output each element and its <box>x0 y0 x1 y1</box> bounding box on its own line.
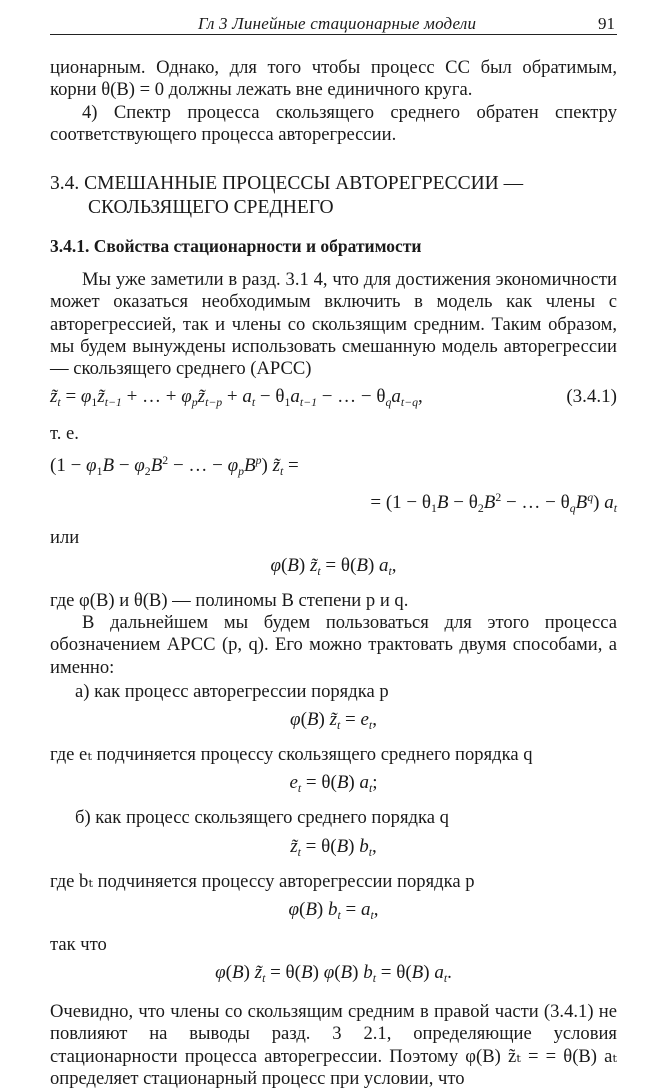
page-number: 91 <box>598 14 615 33</box>
equation-expanded-lhs: ($1 - \varphi_1B - \varphi_2B^2$ − … − $\varphi_pB^p$) $z̃_t$ = <box>50 453 299 478</box>
intro-paragraph-1: ционарным. Однако, для того чтобы процесс СС был обратимым, корни θ(B) = 0 должны лежать вне единичного круга. <box>50 57 617 101</box>
list-item-a: а) как процесс авторегрессии порядка p <box>75 680 389 702</box>
equation-ar-form: φ(B) $z̃_t = e_t$, <box>290 709 377 733</box>
equation-combined: φ(B) $z̃_t = \theta(B)$ φ(B) $b_t = \theta(B)$ $a_t$. <box>215 962 452 986</box>
page-header <box>50 8 617 35</box>
body-paragraph-3: Очевидно, что члены со скользящим средним в правой части (3.4.1) не повлияют на выводы разд. 3 2.1, определяющие условия стационарности процесса авторегрессии. Поэтому φ(B) z̃ₜ = = θ(B) aₜ определяет стационарный процесс при условии, что <box>50 1001 617 1089</box>
list-item-b: б) как процесс скользящего среднего порядка q <box>75 807 449 829</box>
equation-compact: φ(B) $z̃_t = \theta(B)$ $a_t$, <box>270 554 397 578</box>
where-b: где bₜ подчиняется процессу авторегрессии порядка p <box>50 870 475 892</box>
body-paragraph-1: Мы уже заметили в разд. 3.1 4, что для достижения экономичности может оказаться необходимым включить в модель как члены с авторегрессией, так и члены со скользящим средним. Таким образом, мы будем вынуждены использовать смешанную модель авторегрессии — скользящего среднего (АРСС) <box>50 269 617 380</box>
equation-3-4-1-body: $z̃_t$ = $\varphi_1z̃_{t-1}$ + … + $\varphi_pz̃_{t-p} + a_t - \theta_1a_{t-1}$ − … − $\theta_qa_{t-q}$, <box>50 385 423 409</box>
equation-b: φ(B) $b_t = a_t$, <box>288 899 379 923</box>
equation-ma-form: $z̃_t = \theta(B)$ $b_t$, <box>290 835 377 859</box>
body-paragraph-2: В дальнейшем мы будем пользоваться для этого процесса обозначением АРСС (p, q). Его можно трактовать двумя способами, а именно: <box>50 611 617 678</box>
word-ili: или <box>50 526 80 548</box>
equation-3-4-1 <box>50 385 617 415</box>
equation-expanded-rhs: = ($1 - \theta_1B - \theta_2B^2$ − … − $\theta_qB^q$) $a_t$ <box>370 490 617 515</box>
equation-number: (3.4.1) <box>566 385 617 407</box>
word-tak-chto: так что <box>50 934 107 956</box>
running-head: Гл 3 Линейные стационарные модели <box>198 14 477 33</box>
where-polynomials: где φ(B) и θ(B) — полиномы B степени p и q. <box>50 589 409 611</box>
equation-e: $e_t = \theta(B)$ $a_t$; <box>289 772 378 796</box>
section-title-line-1: 3.4. СМЕШАННЫЕ ПРОЦЕССЫ АВТОРЕГРЕССИИ — <box>50 173 524 195</box>
subsection-title: 3.4.1. Свойства стационарности и обратимости <box>50 236 422 257</box>
where-e: где eₜ подчиняется процессу скользящего среднего порядка q <box>50 744 533 766</box>
word-te: т. е. <box>50 422 79 444</box>
section-title <box>50 172 617 220</box>
intro-paragraph-2: 4) Спектр процесса скользящего среднего обратен спектру соответствующего процесса авторегрессии. <box>50 101 617 145</box>
section-title-line-2: СКОЛЬЗЯЩЕГО СРЕДНЕГО <box>88 197 334 219</box>
